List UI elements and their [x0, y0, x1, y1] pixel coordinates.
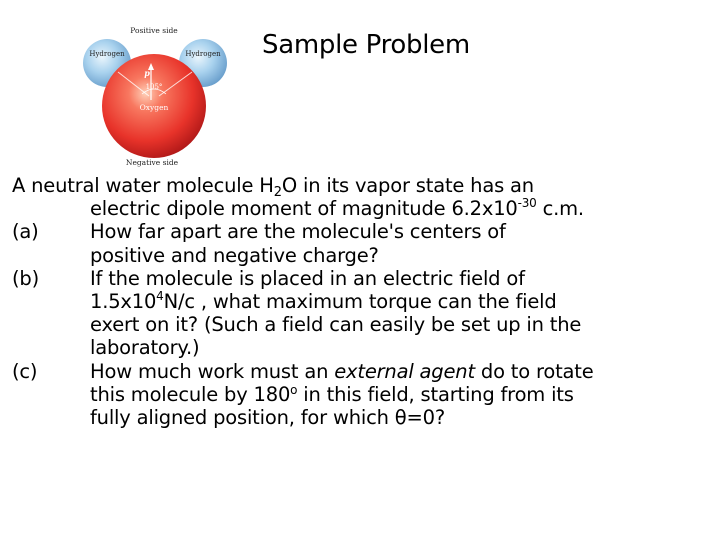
water-molecule-diagram [76, 22, 236, 170]
hydrogen-left-label: Hydrogen [89, 50, 125, 58]
item-b-text: If the molecule is placed in an electric field of [90, 266, 525, 290]
item-c-line-3 [12, 406, 712, 429]
item-c-text: fully aligned position, for which θ=0? [90, 406, 445, 430]
subscript-2: 2 [273, 185, 282, 200]
unit-text: c.m. [536, 197, 584, 221]
item-b-text: laboratory.) [90, 336, 200, 360]
hydrogen-right-label: Hydrogen [185, 50, 221, 58]
item-a-line-2 [12, 244, 712, 267]
item-c-text: this molecule by 180 [90, 382, 291, 406]
item-c-text: in this field, starting from its [297, 382, 574, 406]
item-b-line-4 [12, 336, 712, 359]
item-a-line-1 [12, 220, 712, 243]
item-c-text: How much work must an [90, 359, 335, 383]
item-a-text: How far apart are the molecule's centers of [90, 220, 506, 244]
item-a-label: (a) [12, 220, 39, 244]
positive-side-label: Positive side [130, 26, 178, 35]
dipole-moment-text: electric dipole moment of magnitude 6.2x10 [90, 197, 518, 221]
item-b-text: N/c , what maximum torque can the field [163, 290, 557, 314]
angle-label: 105° [145, 83, 163, 91]
oxygen-label: Oxygen [139, 103, 169, 112]
item-b-line-1 [12, 267, 712, 290]
item-b-text: 1.5x10 [90, 290, 157, 314]
slide-title: Sample Problem [262, 30, 470, 60]
item-a-text: positive and negative charge? [90, 243, 379, 267]
intro-line-1 [12, 174, 712, 200]
dipole-vector-label: p [144, 68, 150, 78]
intro-text: O in its vapor state has an [281, 174, 534, 197]
item-c-text: do to rotate [474, 359, 594, 383]
exponent: -30 [517, 196, 537, 211]
item-c-line-1 [12, 360, 712, 383]
item-c-label: (c) [12, 359, 38, 383]
external-agent-emphasis: external agent [334, 359, 475, 383]
degree-mark: o [290, 382, 298, 397]
item-b-text: exert on it? (Such a field can easily be set up in the [90, 313, 582, 337]
item-b-label: (b) [12, 266, 39, 290]
item-c-line-2 [12, 383, 712, 406]
item-b-line-3 [12, 313, 712, 336]
intro-line-2 [12, 197, 712, 220]
exponent: 4 [156, 289, 164, 304]
problem-text [12, 174, 712, 429]
item-b-line-2 [12, 290, 712, 313]
negative-side-label: Negative side [125, 158, 179, 167]
intro-text: A neutral water molecule H [12, 174, 274, 197]
